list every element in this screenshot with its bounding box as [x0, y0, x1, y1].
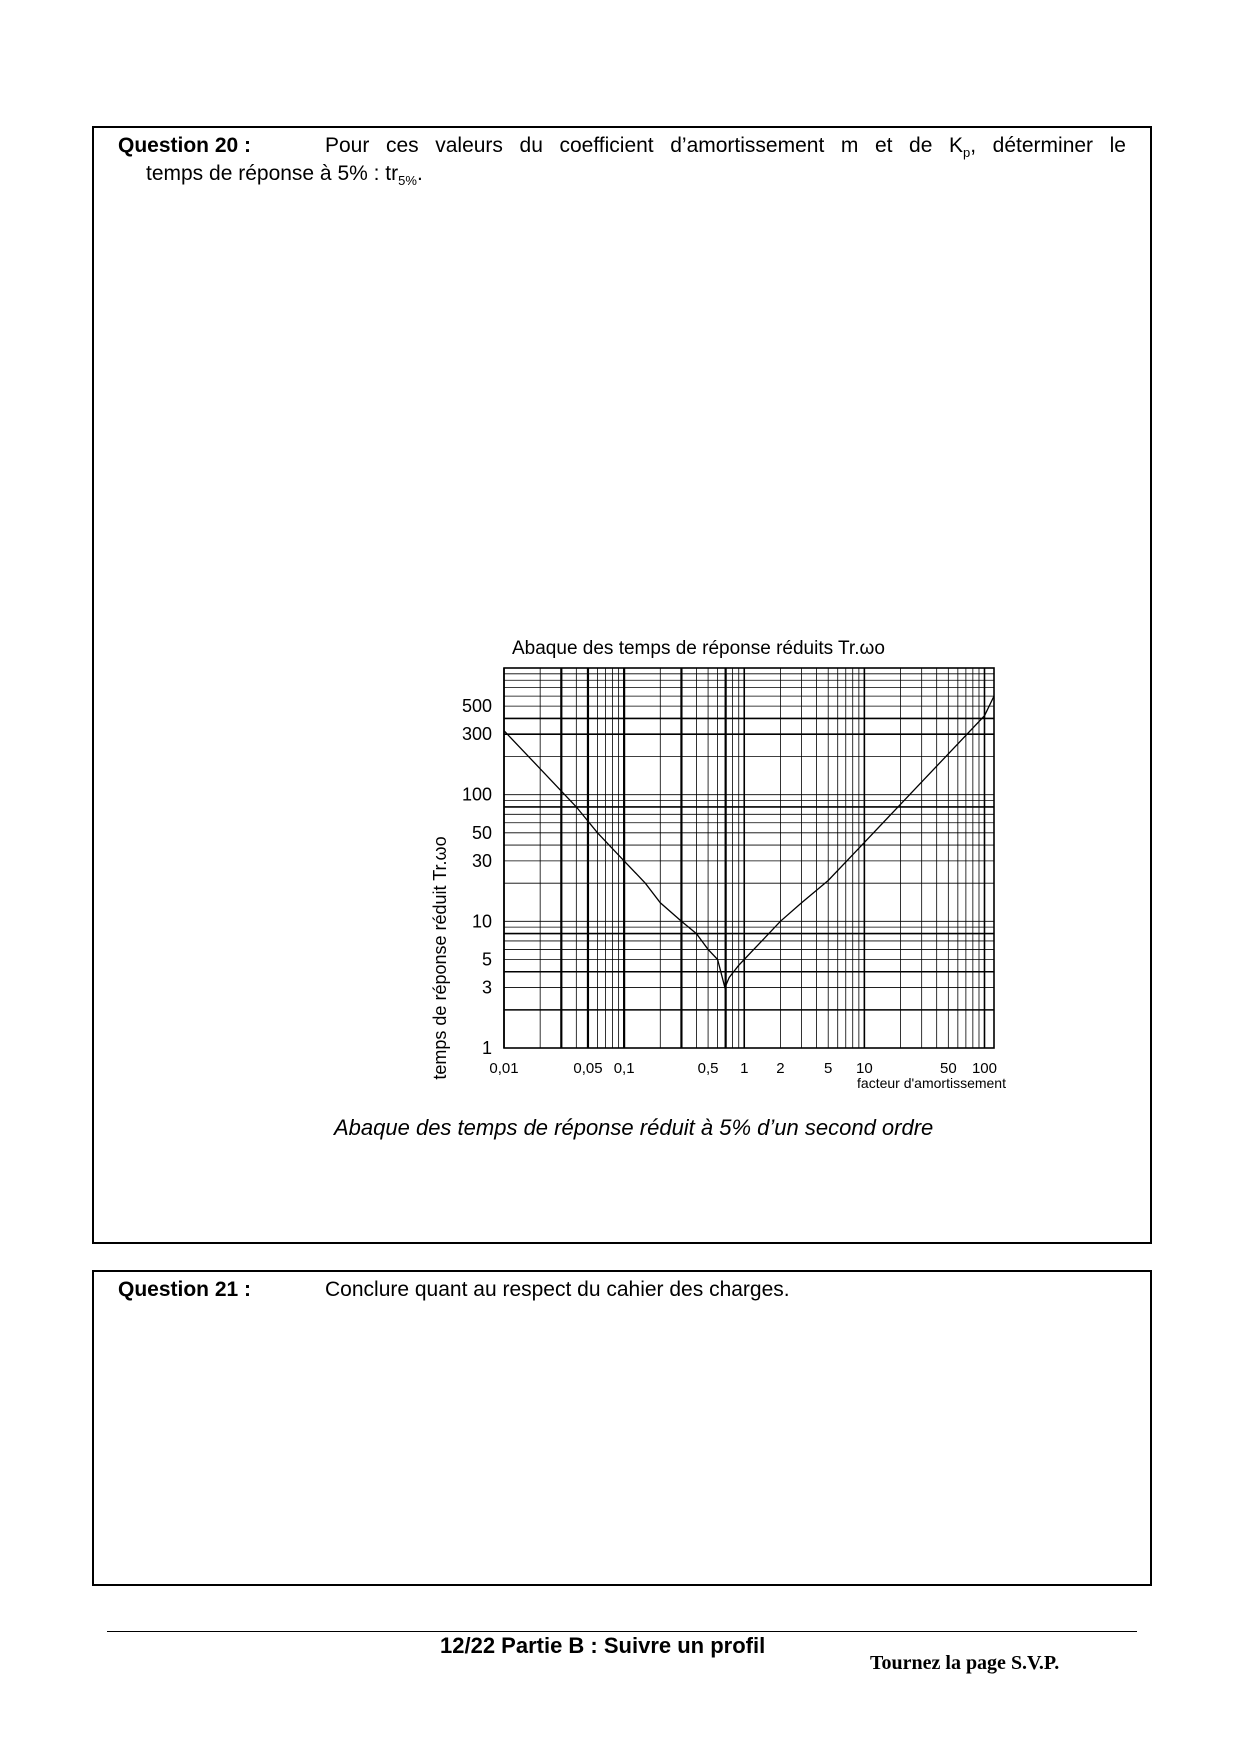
question-21-label: Question 21 :: [118, 1278, 252, 1301]
footer-page-label: 12/22 Partie B : Suivre un profil: [440, 1633, 766, 1658]
y-tick-label: 500: [461, 696, 492, 717]
x-tick-label: 10: [856, 1060, 873, 1077]
question-20-header: [106, 132, 1138, 192]
y-tick-label: 300: [461, 724, 492, 745]
plot-frame: [504, 668, 994, 1048]
x-tick-label: 100: [971, 1060, 998, 1077]
x-tick-label: 5: [824, 1060, 833, 1077]
question-21-header: [106, 1276, 1138, 1306]
x-axis-label: facteur d'amortissement: [857, 1075, 1006, 1091]
question-20-text-line1: Pour ces valeurs du coefficient d’amortissement m et de $K_p$, déterminer le: [325, 134, 1126, 161]
y-tick-label: 50: [471, 822, 492, 843]
y-tick-label: 10: [471, 911, 492, 932]
question-21-text: Conclure quant au respect du cahier des charges.: [325, 1278, 790, 1301]
response-time-chart: [414, 623, 1034, 1113]
x-tick-label: 2: [776, 1060, 785, 1077]
question-20-box: [92, 126, 1152, 1244]
kp-subscript: p: [963, 145, 971, 161]
x-tick-label: 0,05: [573, 1060, 603, 1077]
x-tick-label: 0,5: [697, 1060, 719, 1077]
chart-title: Abaque des temps de réponse réduits Tr.ωo: [512, 638, 885, 659]
tr-subscript: 5%: [398, 173, 417, 189]
y-tick-label: 30: [471, 850, 492, 871]
x-tick-label: 0,01: [489, 1060, 519, 1077]
question-21-box: [92, 1270, 1152, 1586]
y-tick-label: 100: [461, 784, 492, 805]
footer-svp: Tournez la page S.V.P.: [870, 1652, 1060, 1674]
y-tick-label: 3: [481, 977, 492, 998]
question-20-text-line2: temps de réponse à 5% : $tr_{5\%}$.: [146, 162, 423, 189]
footer-rule: [107, 1631, 1137, 1632]
question-20-label: Question 20 :: [118, 134, 252, 157]
y-tick-label: 5: [481, 949, 492, 970]
x-tick-label: 1: [740, 1060, 749, 1077]
series-line: [504, 696, 994, 988]
chart-caption: Abaque des temps de réponse réduit à 5% d’un second ordre: [334, 1115, 934, 1140]
x-tick-label: 0,1: [613, 1060, 635, 1077]
y-tick-label: 1: [481, 1038, 492, 1058]
y-axis-label: temps de réponse réduit Tr.ωo: [430, 836, 450, 1080]
x-tick-label: 50: [939, 1060, 957, 1077]
